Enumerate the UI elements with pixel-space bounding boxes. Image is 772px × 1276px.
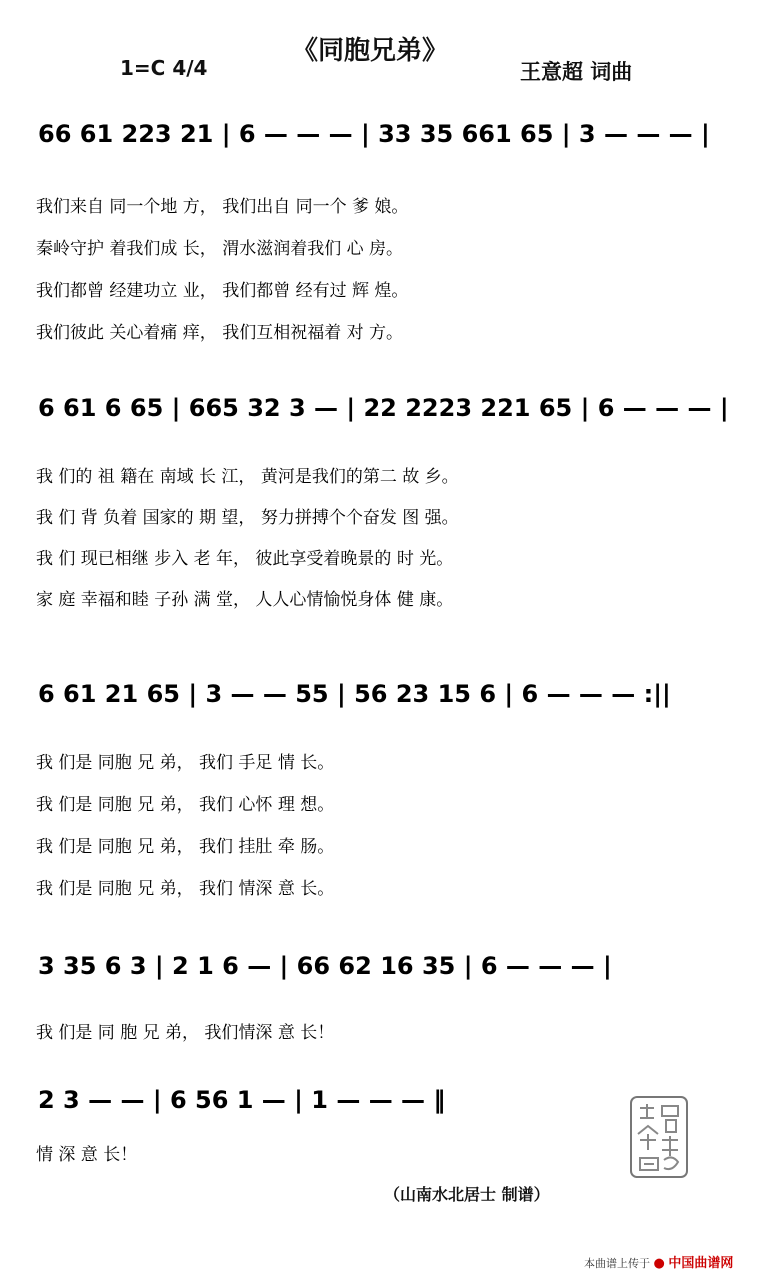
score-line-3-lyric-2: 我 们是 同胞 兄 弟， 我们 心怀 理 想。 (36, 795, 335, 815)
score-line-2-lyric-3: 我 们 现已相继 步入 老 年， 彼此享受着晚景的 时 光。 (36, 549, 454, 569)
footer-watermark (584, 1252, 733, 1271)
score-line-2-notes: 6 61 6 65 | 665 32 3 — | 22 2223 221 65 | 6 — — — | (38, 394, 729, 422)
site-logo-icon: ● (653, 1256, 665, 1271)
score-line-3-lyric-4: 我 们是 同胞 兄 弟， 我们 情深 意 长。 (36, 879, 335, 899)
composer-credit: 王意超 词曲 (520, 60, 633, 84)
score-line-3-lyric-3: 我 们是 同胞 兄 弟， 我们 挂肚 牵 肠。 (36, 837, 335, 857)
score-line-1-lyric-3: 我们都曾 经建功立 业， 我们都曾 经有过 辉 煌。 (36, 281, 409, 301)
footer-prefix: 本曲谱上传于 (584, 1257, 650, 1270)
footer-site-name: 中国曲谱网 (668, 1256, 734, 1271)
score-line-1-lyric-1: 我们来自 同一个地 方， 我们出自 同一个 爹 娘。 (36, 197, 409, 217)
score-line-4-lyric-1: 我 们是 同 胞 兄 弟， 我们情深 意 长！ (36, 1023, 335, 1043)
score-line-5-notes: 2 3 — — | 6 56 1 — | 1 — — — ‖ (38, 1086, 446, 1114)
key-signature: 1=C 4/4 (120, 56, 208, 80)
seal-stamp-icon (628, 1094, 690, 1180)
score-line-1-notes: 66 61 223 21 | 6 — — — | 33 35 661 65 | 3 — — — | (38, 120, 710, 148)
score-line-2-lyric-1: 我 们的 祖 籍在 南域 长 江， 黄河是我们的第二 故 乡。 (36, 467, 459, 487)
score-line-1-lyric-2: 秦岭守护 着我们成 长， 渭水滋润着我们 心 房。 (36, 239, 404, 259)
score-line-3-lyric-1: 我 们是 同胞 兄 弟， 我们 手足 情 长。 (36, 753, 335, 773)
transcriber-credit: （山南水北居士 制谱） (384, 1185, 550, 1204)
song-title: 《同胞兄弟》 (292, 36, 449, 66)
score-line-5-lyric-1: 情 深 意 长！ (36, 1145, 138, 1165)
score-line-1-lyric-4: 我们彼此 关心着痛 痒， 我们互相祝福着 对 方。 (36, 323, 404, 343)
score-line-4-notes: 3 35 6 3 | 2 1 6 — | 66 62 16 35 | 6 — — — | (38, 952, 612, 980)
score-line-3-notes: 6 61 21 65 | 3 — — 55 | 56 23 15 6 | 6 — — — :|| (38, 680, 671, 708)
score-line-2-lyric-2: 我 们 背 负着 国家的 期 望， 努力拼搏个个奋发 图 强。 (36, 508, 459, 528)
score-line-2-lyric-4: 家 庭 幸福和睦 子孙 满 堂， 人人心情愉悦身体 健 康。 (36, 590, 454, 610)
